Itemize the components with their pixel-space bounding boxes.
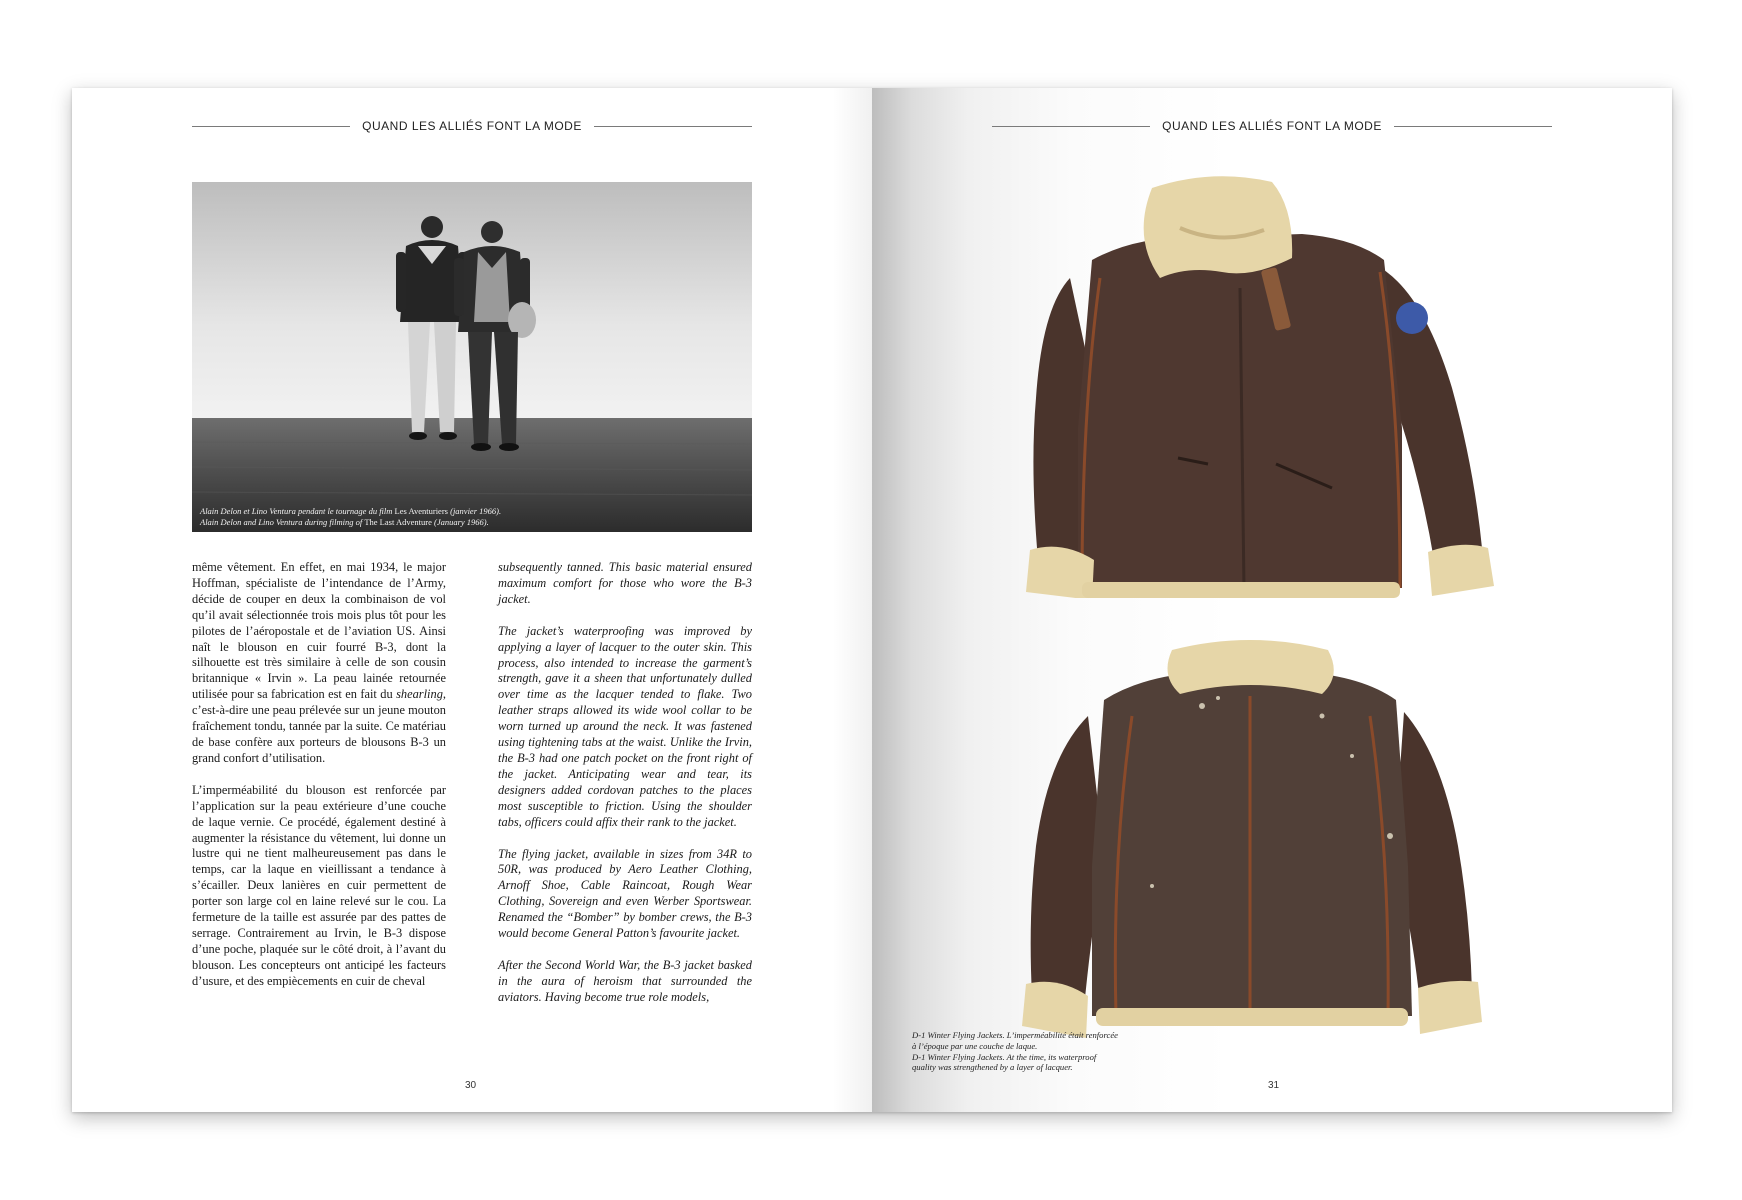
en-paragraph-2: The jacket’s waterproofing was improved by applying a layer of lacquer to the outer skin. This process, also intended to increase the garment’s strength, gave it a sheen that unfortunately dulled over time as the lacquer tended to flake. Two leather straps allowed its wide wool collar to be worn turned up around the neck. It was fastened using tightening tabs at the waist. Unlike the Irvin, the B-3 had one patch pocket on the front right of the jacket. Anticipating wear and tear, its designers added cordovan patches to the places most susceptible to friction. Using the shoulder tabs, officers could affix their rank to the jacket. (498, 623, 752, 829)
left-page (72, 88, 872, 1112)
running-head-title: QUAND LES ALLIÉS FONT LA MODE (362, 119, 582, 133)
en-paragraph-1: subsequently tanned. This basic material ensured maximum comfort for those who wore the B-3 jacket. (498, 560, 752, 606)
photo-caption (200, 506, 744, 528)
running-head (992, 118, 1552, 134)
en-paragraph-3: The flying jacket, available in sizes from 34R to 50R, was produced by Aero Leather Clothing, Arnoff Shoe, Cable Raincoat, Rough Wear Clothing, Sovereign and even Werber Sportswear. Renamed the “Bomber” by bomber crews, the B-3 would become General Patton’s favourite jacket. (498, 846, 752, 941)
jacket-caption (912, 1030, 1122, 1073)
film-still-photo (192, 182, 752, 532)
en-paragraph-4: After the Second World War, the B-3 jacket basked in the aura of heroism that surrounded the aviators. Having become true role models, (498, 957, 752, 1004)
header-rule-left (992, 126, 1150, 127)
jacket-front-photo (982, 168, 1502, 598)
header-rule-left (192, 126, 350, 127)
running-head (192, 118, 752, 134)
photo-caption-en: Alain Delon and Lino Ventura during filming of The Last Adventure (January 1966). (200, 517, 489, 527)
jacket-caption-en: D-1 Winter Flying Jackets. At the time, its waterproof quality was strengthened by a layer of lacquer. (912, 1051, 1097, 1073)
running-head-title: QUAND LES ALLIÉS FONT LA MODE (1162, 119, 1382, 133)
fr-paragraph-2: L’imperméabilité du blouson est renforcée par l’application sur la peau extérieure d’une couche de laque vernie. Ce procédé, également destiné à augmenter la résistance du vêtement, lui donne un lustre qui ne tient malheureusement pas dans le temps, car la laque en vieillissant a tendance à s’écailler. Deux lanières en cuir permettent de porter son large col en laine relevé sur le cou. La fermeture de la taille est assurée par des pattes de serrage. Contrairement au Irvin, le B-3 dispose d’une poche, plaquée sur le côté droit, à l’avant du blouson. Les concepteurs ont anticipé les facteurs d’usure, et des empiècements en cuir de cheval (192, 782, 446, 988)
header-rule-right (594, 126, 752, 127)
jacket-back-photo (992, 636, 1502, 1056)
fr-paragraph-1: même vêtement. En effet, en mai 1934, le major Hoffman, spécialiste de l’intendance de l’Army, décide de couper en deux la combinaison de vol qu’il avait sélectionnée trois mois plus tôt pour les pilotes de l’aéropostale et de l’aviation US. Ainsi naît le blouson en cuir fourré B-3, dont la silhouette est très similaire à celle de son cousin britannique « Irvin ». La peau lainée retournée utilisée pour sa fabrication est en fait du shearling, c’est-à-dire une peau prélevée sur un jeune mouton fraîchement tondu, tannée par la suite. Ce matériau de base confère aux porteurs de blousons B-3 un grand confort d’utilisation. (192, 560, 446, 765)
french-text-column (192, 560, 446, 1006)
page-number: 30 (465, 1080, 477, 1091)
header-rule-right (1394, 126, 1552, 127)
english-text-column (498, 560, 752, 1022)
photo-caption-fr: Alain Delon et Lino Ventura pendant le tournage du film Les Aventuriers (janvier 1966). (200, 506, 502, 516)
right-page (872, 88, 1672, 1112)
black-and-white-photo (192, 182, 752, 532)
page-number: 31 (1268, 1080, 1280, 1091)
magazine-spread (72, 88, 1672, 1112)
jacket-caption-fr: D-1 Winter Flying Jackets. L’imperméabilité était renforcée à l’époque par une couche de laque. (912, 1030, 1118, 1051)
